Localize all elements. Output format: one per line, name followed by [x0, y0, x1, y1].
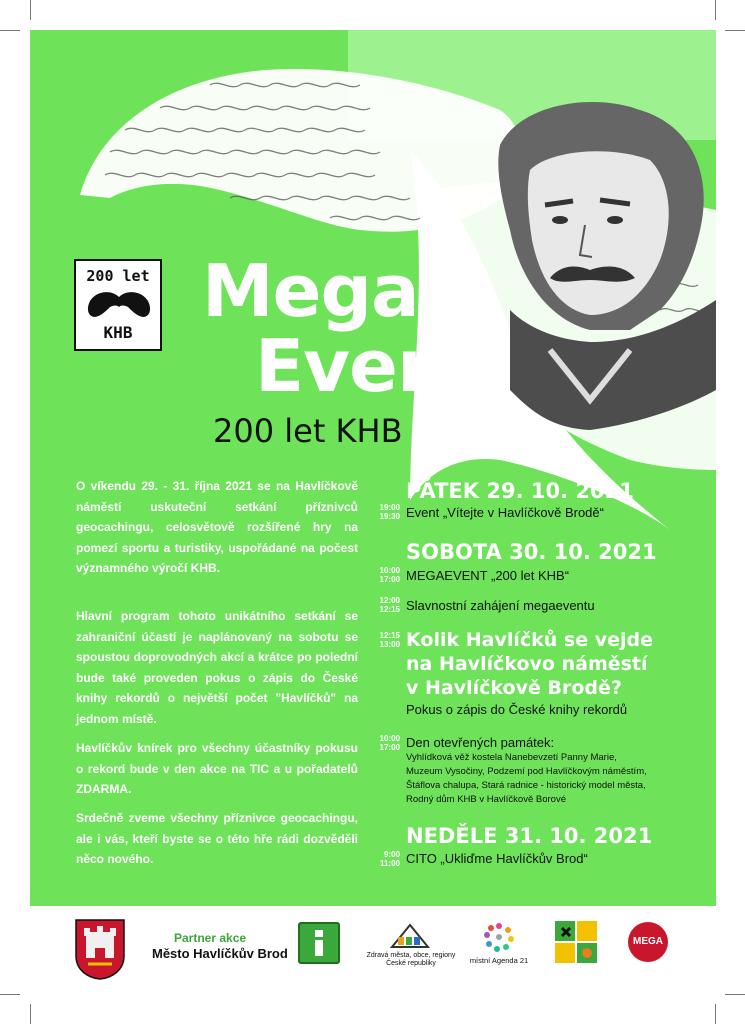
event-time: 10:00 17:00 [379, 566, 400, 584]
intro-paragraph: Hlavní program tohoto unikátního setkání se zahraniční účastí je naplánovaný na sobotu se spoustou doprovodných akcí a krátce po polední bude také proveden pokus o zápis do České knihy rekordů o největší počet "Havlíčků" na jednom místě. [76, 609, 358, 726]
geocaching-icon [554, 920, 598, 964]
title-mega: Mega [202, 249, 419, 333]
crop-mark [30, 0, 31, 20]
agenda21-icon [482, 920, 516, 954]
intro-paragraph: O víkendu 29. - 31. října 2021 se na Havlíčkově náměstí uskuteční setkání příznivců geocachingu, celosvětově rozšířené hry na pomezí sportu a turistiky, uspořádané na počest významného výročí KHB. [76, 479, 358, 575]
event-detail: Rodný dům KHB v Havlíčkově Borové [406, 794, 566, 805]
event-detail: Muzeum Vysočiny, Podzemí pod Havlíčkovým náměstím, [406, 766, 647, 777]
record-attempt-line: Kolik Havlíčků se vejde [406, 629, 653, 651]
city-coat-of-arms-icon [74, 918, 126, 980]
event-text: CITO „Ukliďme Havlíčkův Brod“ [406, 851, 588, 866]
event-text: MEGAEVENT „200 let KHB“ [406, 568, 570, 583]
crop-mark [715, 0, 716, 20]
logo-200-let-khb [74, 259, 162, 351]
mustache-icon [86, 289, 152, 319]
day-heading-saturday: SOBOTA 30. 10. 2021 [406, 540, 657, 564]
crop-mark [0, 994, 20, 995]
record-attempt-line: v Havlíčkově Brodě? [406, 677, 622, 699]
event-text: Event „Vítejte v Havlíčkově Brodě“ [406, 505, 604, 520]
event-time: 12:15 13:00 [379, 631, 400, 649]
healthy-cities-icon [388, 919, 432, 949]
mega-badge-label: MEGA [633, 936, 663, 947]
crop-mark [725, 30, 745, 31]
event-time: 12:00 12:15 [379, 596, 400, 614]
portrait-illustration [498, 102, 716, 430]
crop-mark [30, 1004, 31, 1024]
agenda21-text: místní Agenda 21 [469, 956, 529, 965]
partner-label: Partner akce [174, 931, 247, 945]
subtitle: 200 let KHB [213, 412, 403, 450]
crop-mark [725, 994, 745, 995]
event-text: Pokus o zápis do České knihy rekordů [406, 702, 628, 717]
event-detail: Vyhlídková věž kostela Nanebevzetí Panny Marie, [406, 752, 617, 763]
event-text: Den otevřených památek: [406, 735, 555, 750]
logo-line1: 200 let [86, 267, 150, 285]
info-centre-icon [298, 922, 340, 964]
healthy-cities-text: Zdravá města, obce, regiony České republiky [366, 952, 456, 967]
event-text: Slavnostní zahájení megaeventu [406, 598, 595, 613]
day-heading-sunday: NEDĚLE 31. 10. 2021 [406, 824, 653, 848]
intro-paragraph: Havlíčkův knírek pro všechny účastníky pokusu o rekord bude v den akce na TIC a u pořadatelů ZDARMA. [76, 741, 358, 796]
partner-name: Město Havlíčkův Brod [152, 946, 288, 961]
title-event: Event [255, 324, 481, 408]
logo-line2: KHB [103, 323, 133, 342]
event-time: 10:00 17:00 [379, 734, 400, 752]
day-heading-friday: PÁTEK 29. 10. 2021 [406, 479, 634, 503]
event-time: 19:00 19:30 [379, 503, 400, 521]
crop-mark [0, 30, 20, 31]
intro-paragraph: Srdečně zveme všechny příznivce geocachingu, ale i vás, kteří byste se o této hře rádi dozvěděli něco nového. [76, 811, 358, 866]
crop-mark [715, 1004, 716, 1024]
event-time: 9:00 11:00 [379, 850, 400, 868]
event-detail: Štáflova chalupa, Stará radnice - historický model města, [406, 780, 646, 791]
record-attempt-line: na Havlíčkovo náměstí [406, 653, 648, 675]
